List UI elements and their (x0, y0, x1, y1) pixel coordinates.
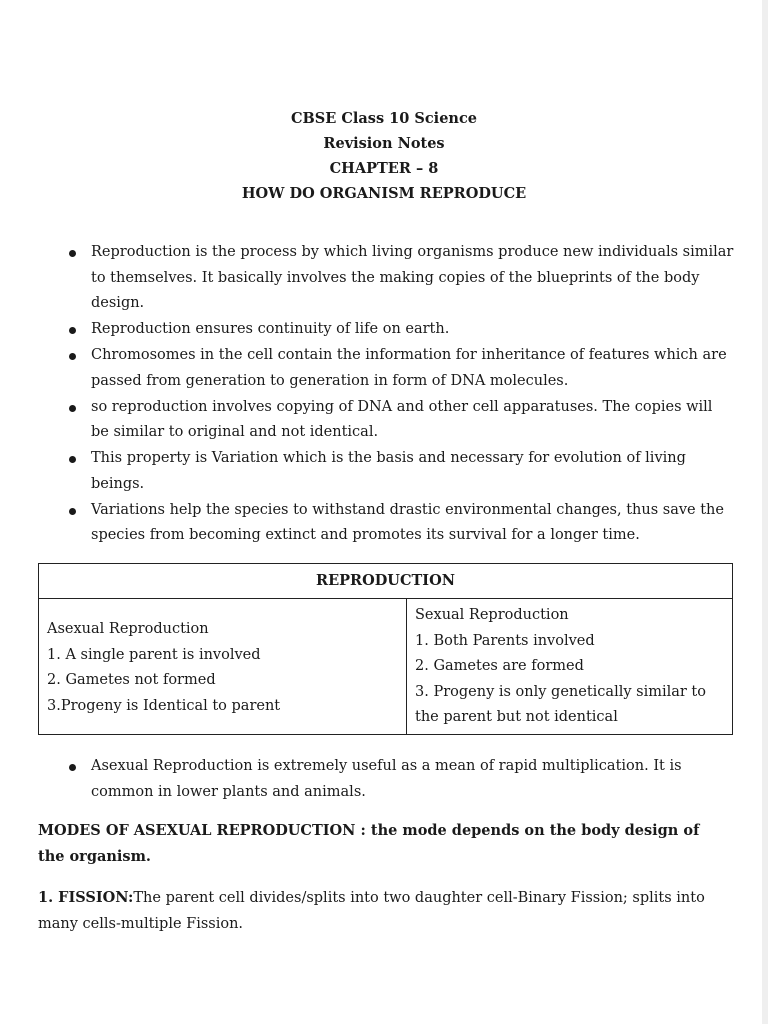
bullet-icon (69, 508, 76, 515)
intro-bullet-list (66, 240, 734, 549)
list-item: Reproduction is the process by which living organisms produce new individuals similar to themselves. It basically involves the making copies of the blueprints of the body design. (66, 240, 734, 317)
document-header (0, 106, 768, 206)
chapter-number: CHAPTER – 8 (329, 160, 439, 177)
asexual-column (39, 599, 407, 734)
bullet-icon (69, 405, 76, 412)
sexual-heading: Sexual Reproduction (415, 607, 569, 623)
sexual-point: 2. Gametes are formed (415, 658, 584, 674)
bullet-icon (69, 327, 76, 334)
chapter-title: HOW DO ORGANISM REPRODUCE (241, 185, 527, 202)
asexual-heading: Asexual Reproduction (47, 621, 209, 637)
fission-text: The parent cell divides/splits into two daughter cell-Binary Fission; splits into many cells-multiple Fission. (38, 890, 705, 932)
notes-title: Revision Notes (323, 135, 445, 152)
sexual-point: 3. Progeny is only genetically similar to (415, 683, 706, 700)
fission-paragraph (38, 885, 728, 937)
course-title: CBSE Class 10 Science (290, 110, 478, 127)
list-item: so reproduction involves copying of DNA and other cell apparatuses. The copies will be similar to original and not identical. (66, 395, 734, 446)
sexual-point: the parent but not identical (415, 709, 618, 725)
list-item: Asexual Reproduction is extremely useful as a mean of rapid multiplication. It is common in lower plants and animals. (66, 754, 734, 805)
list-item: This property is Variation which is the basis and necessary for evolution of living beings. (66, 446, 734, 497)
fission-label: 1. FISSION: (38, 889, 134, 906)
asexual-point: 3.Progeny is Identical to parent (47, 697, 281, 714)
bullet-icon (69, 353, 76, 360)
list-item: Chromosomes in the cell contain the information for inheritance of features which are passed from generation to generation in form of DNA molecules. (66, 343, 734, 394)
asexual-point: 2. Gametes not formed (47, 672, 216, 688)
asexual-point: 1. A single parent is involved (47, 646, 261, 663)
bullet-icon (69, 764, 76, 771)
bullet-icon (69, 456, 76, 463)
table-title: REPRODUCTION (39, 564, 732, 599)
list-item: Variations help the species to withstand drastic environmental changes, thus save the species from becoming extinct and promotes its survival for a longer time. (66, 498, 734, 549)
bullet-icon (69, 250, 76, 257)
reproduction-table (38, 563, 733, 735)
asexual-note-list (66, 754, 734, 805)
modes-heading: MODES OF ASEXUAL REPRODUCTION : the mode depends on the body design of the organism. (38, 822, 700, 865)
sexual-point: 1. Both Parents involved (415, 632, 595, 649)
sexual-column (407, 599, 732, 734)
list-item: Reproduction ensures continuity of life on earth. (66, 317, 734, 343)
